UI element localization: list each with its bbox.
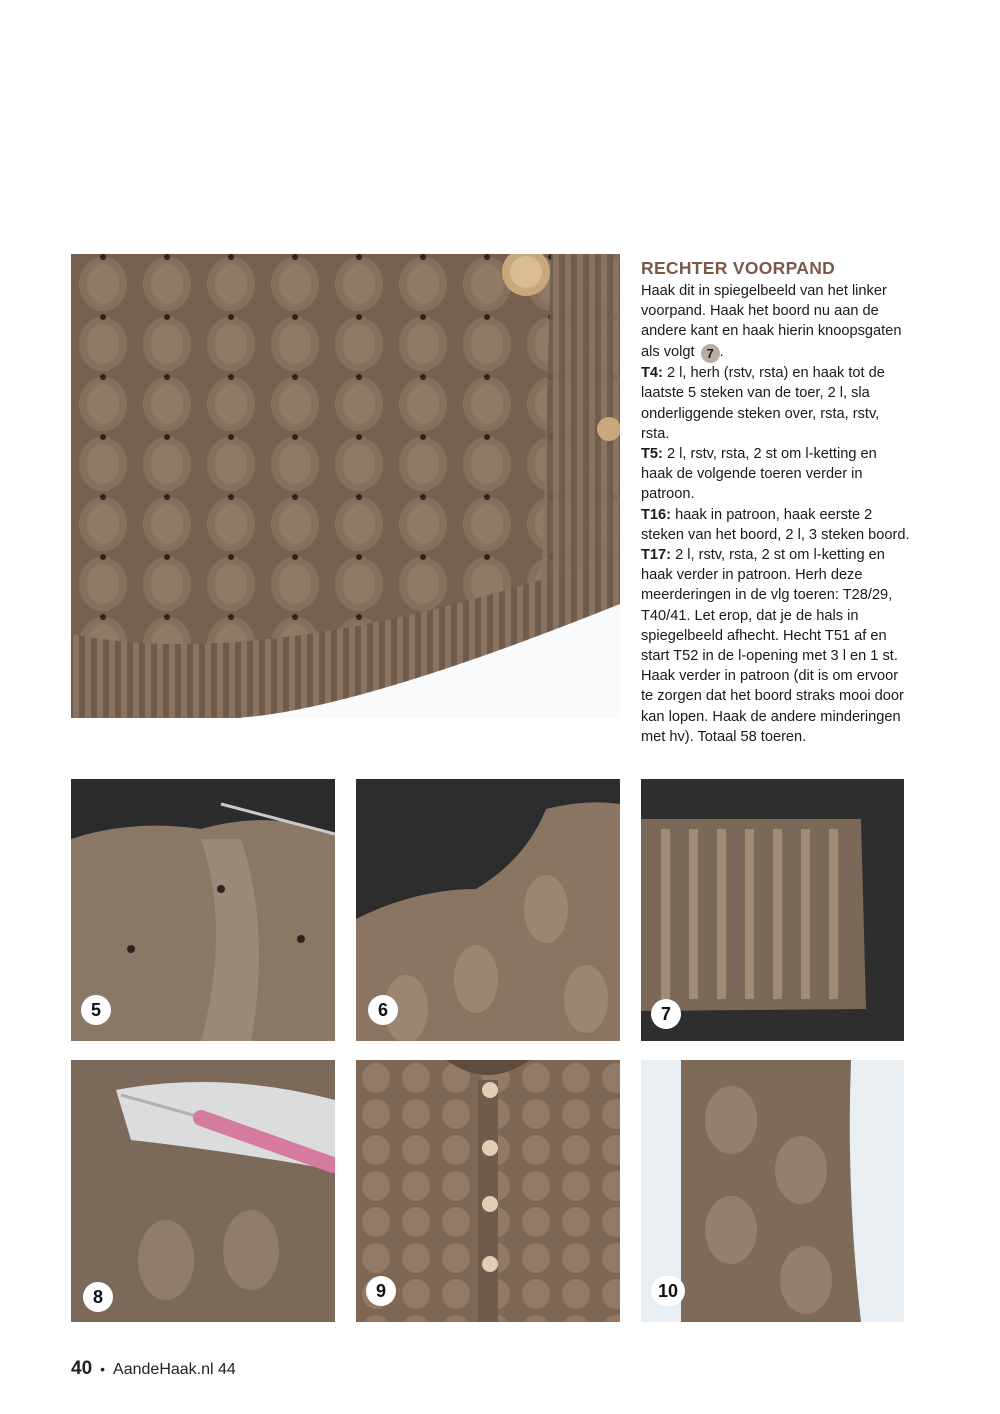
page-footer: [71, 1358, 236, 1380]
step-photo-10: [641, 1060, 904, 1322]
step-photo-5: [71, 779, 335, 1041]
row-label: T16:: [641, 506, 672, 523]
row-text: 2 l, herh (rstv, rsta) en haak tot de laatste 5 steken van de toer, 2 l, sla onderliggende steken over, rsta, rstv, rsta.: [641, 365, 885, 442]
step-photo-9: [356, 1060, 620, 1322]
row-label: T4:: [641, 365, 663, 382]
intro-paragraph: Haak dit in spiegelbeeld van het linker voorpand. Haak het boord nu aan de andere kant en haak hierin knoopsgaten als volgt 7 .: [641, 281, 911, 363]
row-instruction: [641, 363, 911, 444]
footer-bullet: •: [100, 1361, 106, 1377]
publication-name: AandeHaak.nl 44: [113, 1361, 236, 1378]
row-text: haak in patroon, haak eerste 2 steken van het boord, 2 l, 3 steken boord.: [641, 506, 910, 543]
step-photo-6: [356, 779, 620, 1041]
section-title: RECHTER VOORPAND: [641, 258, 836, 278]
row-text: 2 l, rstv, rsta, 2 st om l-ketting en haak verder in patroon. Herh deze meerderingen in de vlg toeren: T28/29, T40/41. Let erop, dat je de hals in spiegelbeeld afhecht. Hecht T51 af en start T52 in de l-opening met 3 l en 1 st. Haak verder in patroon (dit is om ervoor te zorgen dat het boord straks mooi door kan lopen. Haak de andere minderingen met hv). Totaal 58 toeren.: [641, 547, 904, 745]
main-photo-crochet-border: [71, 254, 620, 718]
photo-number-badge: 10: [651, 1276, 685, 1306]
photo-number-badge: 7: [651, 999, 681, 1029]
page-number: 40: [71, 1358, 93, 1379]
row-label: T5:: [641, 446, 663, 463]
intro-text: Haak dit in spiegelbeeld van het linker voorpand. Haak het boord nu aan de andere kant en haak hierin knoopsgaten als volgt: [641, 283, 902, 360]
photo-number-badge: 5: [81, 995, 111, 1025]
row-label: T17:: [641, 547, 672, 564]
row-instruction: [641, 545, 911, 747]
row-text: 2 l, rstv, rsta, 2 st om l-ketting en haak de volgende toeren verder in patroon.: [641, 446, 877, 503]
row-instruction: [641, 444, 911, 505]
instruction-text: [641, 258, 911, 747]
step-photo-8: [71, 1060, 335, 1322]
photo-number-badge: 9: [366, 1276, 396, 1306]
step-photo-7: [641, 779, 904, 1041]
photo-number-badge: 6: [368, 995, 398, 1025]
photo-reference-badge: 7: [701, 344, 720, 363]
photo-number-badge: 8: [83, 1282, 113, 1312]
row-instruction: [641, 505, 911, 545]
